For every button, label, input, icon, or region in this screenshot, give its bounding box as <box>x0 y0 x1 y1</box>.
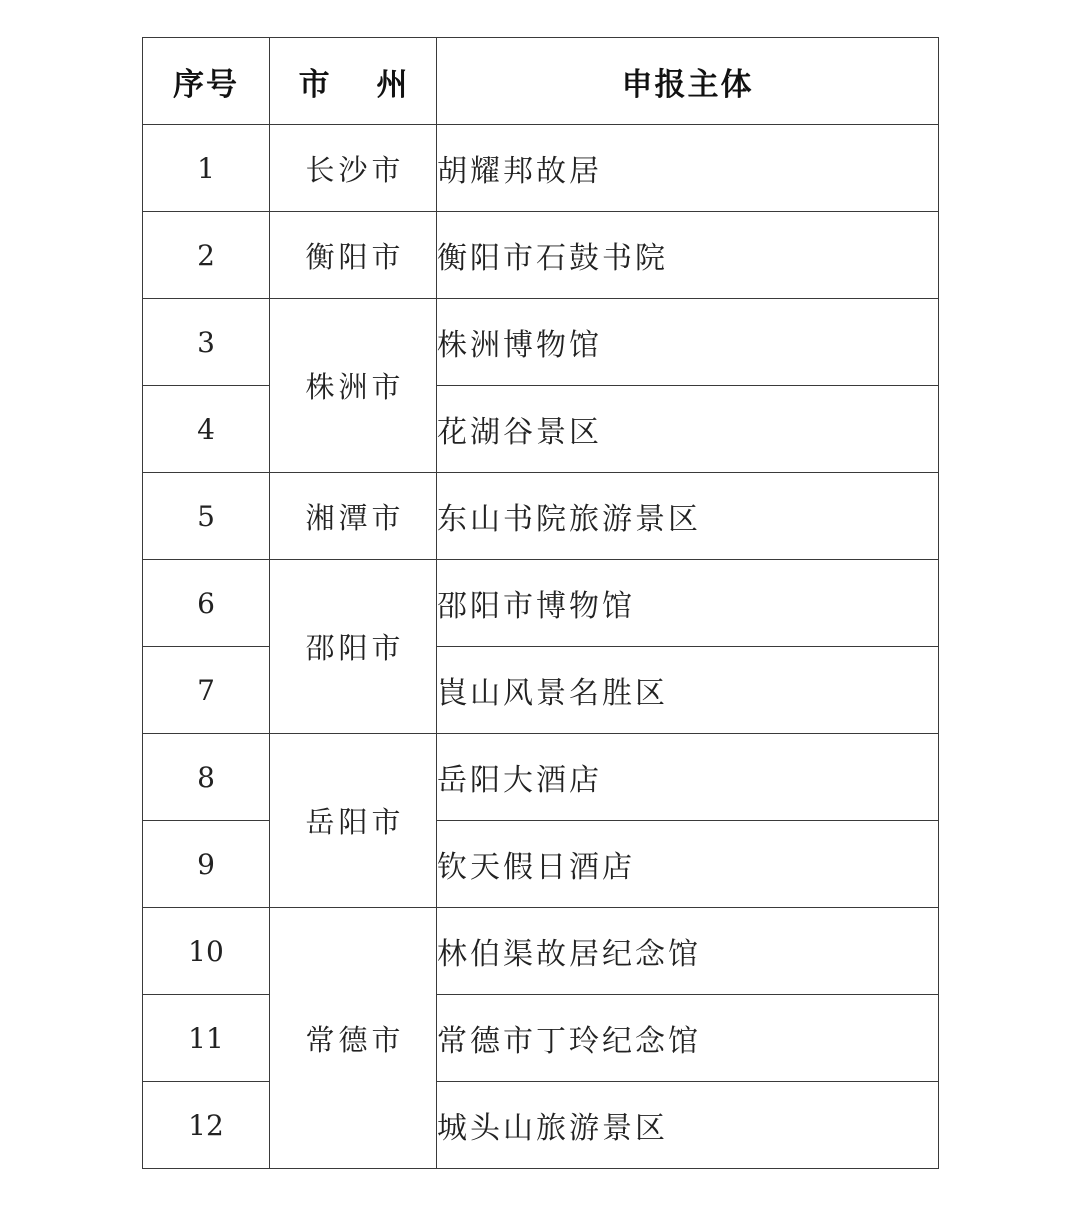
table-row <box>143 212 939 299</box>
table-row <box>143 821 939 908</box>
row-number: 11 <box>143 995 270 1082</box>
table-row <box>143 734 939 821</box>
row-entity: 常德市丁玲纪念馆 <box>437 995 939 1082</box>
row-city: 长沙市 <box>270 125 437 212</box>
row-city: 衡阳市 <box>270 212 437 299</box>
row-entity: 东山书院旅游景区 <box>437 473 939 560</box>
row-entity: 邵阳市博物馆 <box>437 560 939 647</box>
table-row <box>143 299 939 386</box>
table-row <box>143 125 939 212</box>
table-row <box>143 908 939 995</box>
table-row <box>143 560 939 647</box>
table-row <box>143 995 939 1082</box>
table-row <box>143 647 939 734</box>
header-city: 市 州 <box>270 38 437 125</box>
row-entity: 花湖谷景区 <box>437 386 939 473</box>
row-city: 常德市 <box>270 908 437 1169</box>
row-number: 6 <box>143 560 270 647</box>
row-number: 4 <box>143 386 270 473</box>
entity-list-table <box>142 37 939 1169</box>
row-city: 岳阳市 <box>270 734 437 908</box>
row-city: 湘潭市 <box>270 473 437 560</box>
header-serial-number: 序号 <box>143 38 270 125</box>
row-number: 8 <box>143 734 270 821</box>
row-entity: 林伯渠故居纪念馆 <box>437 908 939 995</box>
table-row <box>143 386 939 473</box>
table-header-row <box>143 38 939 125</box>
row-entity: 钦天假日酒店 <box>437 821 939 908</box>
row-number: 2 <box>143 212 270 299</box>
table-row <box>143 1082 939 1169</box>
row-city: 邵阳市 <box>270 560 437 734</box>
row-entity: 崀山风景名胜区 <box>437 647 939 734</box>
row-number: 7 <box>143 647 270 734</box>
row-entity: 衡阳市石鼓书院 <box>437 212 939 299</box>
header-applicant-entity: 申报主体 <box>437 38 939 125</box>
row-number: 5 <box>143 473 270 560</box>
row-number: 10 <box>143 908 270 995</box>
row-number: 12 <box>143 1082 270 1169</box>
row-number: 1 <box>143 125 270 212</box>
table-row <box>143 473 939 560</box>
row-number: 3 <box>143 299 270 386</box>
row-entity: 岳阳大酒店 <box>437 734 939 821</box>
row-city: 株洲市 <box>270 299 437 473</box>
row-entity: 城头山旅游景区 <box>437 1082 939 1169</box>
row-entity: 胡耀邦故居 <box>437 125 939 212</box>
row-entity: 株洲博物馆 <box>437 299 939 386</box>
row-number: 9 <box>143 821 270 908</box>
